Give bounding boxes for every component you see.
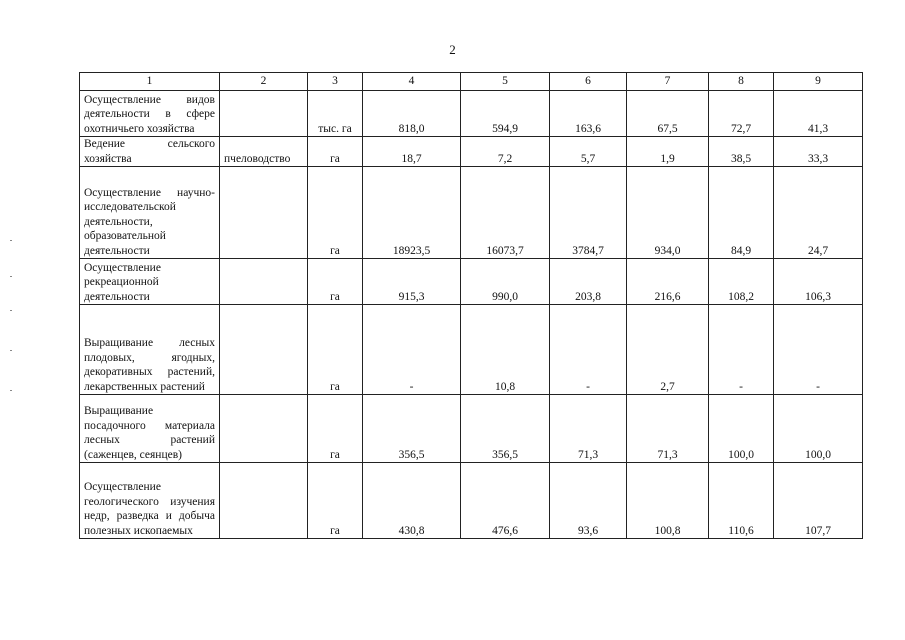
activity-cell: Выращивание лесных плодовых, ягодных, декоративных растений, лекарственных растений (80, 305, 220, 395)
column-header: 3 (308, 73, 363, 91)
value-cell: 72,7 (709, 91, 774, 137)
value-cell: 203,8 (550, 259, 627, 305)
table-row (80, 259, 863, 305)
value-cell: 71,3 (550, 395, 627, 463)
unit-cell: га (308, 305, 363, 395)
subtype-cell (220, 305, 308, 395)
value-cell: 430,8 (363, 463, 461, 539)
value-cell: 5,7 (550, 137, 627, 167)
scan-margin-marks (10, 240, 14, 400)
value-cell: 33,3 (774, 137, 863, 167)
value-cell: - (774, 305, 863, 395)
unit-cell: га (308, 395, 363, 463)
table-row (80, 167, 863, 259)
unit-cell: тыс. га (308, 91, 363, 137)
column-header: 5 (461, 73, 550, 91)
column-header: 7 (627, 73, 709, 91)
value-cell: 108,2 (709, 259, 774, 305)
page-number: 2 (449, 42, 456, 57)
value-cell: 356,5 (363, 395, 461, 463)
subtype-cell (220, 167, 308, 259)
subtype-cell (220, 91, 308, 137)
value-cell: 10,8 (461, 305, 550, 395)
value-cell: 990,0 (461, 259, 550, 305)
table-row (80, 91, 863, 137)
value-cell: 934,0 (627, 167, 709, 259)
value-cell: 107,7 (774, 463, 863, 539)
value-cell: 216,6 (627, 259, 709, 305)
value-cell: 84,9 (709, 167, 774, 259)
table-row (80, 395, 863, 463)
value-cell: - (709, 305, 774, 395)
activity-cell: Осуществление видов деятельности в сфере охотничьего хозяйства (80, 91, 220, 137)
value-cell: 100,8 (627, 463, 709, 539)
column-header: 4 (363, 73, 461, 91)
value-cell: 100,0 (774, 395, 863, 463)
header-row (80, 73, 863, 91)
value-cell: 594,9 (461, 91, 550, 137)
subtype-cell (220, 395, 308, 463)
value-cell: 93,6 (550, 463, 627, 539)
column-header: 8 (709, 73, 774, 91)
value-cell: 356,5 (461, 395, 550, 463)
value-cell: 915,3 (363, 259, 461, 305)
unit-cell: га (308, 463, 363, 539)
value-cell: 18,7 (363, 137, 461, 167)
table-row (80, 137, 863, 167)
value-cell: 1,9 (627, 137, 709, 167)
value-cell: - (363, 305, 461, 395)
value-cell: 18923,5 (363, 167, 461, 259)
subtype-cell (220, 463, 308, 539)
activity-cell: Осуществление геологического изучения недр, разведка и добыча полезных ископаемых (80, 463, 220, 539)
value-cell: 67,5 (627, 91, 709, 137)
table-row (80, 463, 863, 539)
value-cell: 110,6 (709, 463, 774, 539)
unit-cell: га (308, 259, 363, 305)
value-cell: 818,0 (363, 91, 461, 137)
value-cell: 3784,7 (550, 167, 627, 259)
land-use-table (79, 72, 863, 539)
value-cell: 100,0 (709, 395, 774, 463)
subtype-cell (220, 259, 308, 305)
activity-cell: Осуществление научно-исследовательской деятельности, образовательной деятельности (80, 167, 220, 259)
value-cell: 7,2 (461, 137, 550, 167)
table-row (80, 305, 863, 395)
activity-cell: Ведение сельского хозяйства (80, 137, 220, 167)
value-cell: 163,6 (550, 91, 627, 137)
value-cell: 106,3 (774, 259, 863, 305)
subtype-cell: пчеловодство (220, 137, 308, 167)
value-cell: - (550, 305, 627, 395)
column-header: 9 (774, 73, 863, 91)
value-cell: 24,7 (774, 167, 863, 259)
unit-cell: га (308, 167, 363, 259)
value-cell: 16073,7 (461, 167, 550, 259)
column-header: 6 (550, 73, 627, 91)
value-cell: 476,6 (461, 463, 550, 539)
value-cell: 38,5 (709, 137, 774, 167)
unit-cell: га (308, 137, 363, 167)
column-header: 1 (80, 73, 220, 91)
activity-cell: Осуществление рекреационной деятельности (80, 259, 220, 305)
value-cell: 2,7 (627, 305, 709, 395)
value-cell: 41,3 (774, 91, 863, 137)
activity-cell: Выращивание посадочного материала лесных растений (саженцев, сеянцев) (80, 395, 220, 463)
column-header: 2 (220, 73, 308, 91)
value-cell: 71,3 (627, 395, 709, 463)
